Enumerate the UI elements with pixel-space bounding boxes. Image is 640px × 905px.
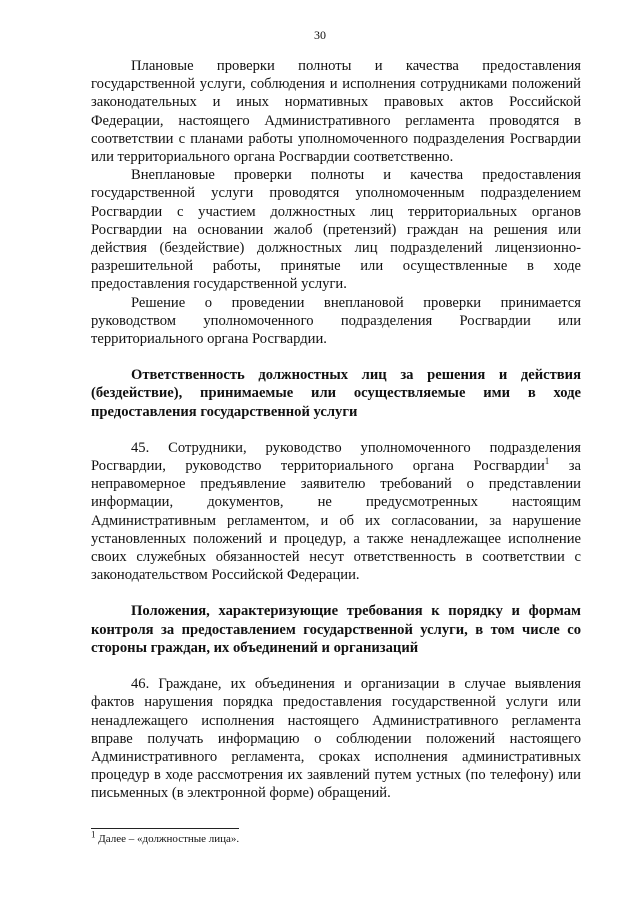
document-body bbox=[91, 57, 581, 803]
footnote-divider bbox=[91, 828, 239, 829]
footnote-reference: 1 bbox=[544, 456, 550, 467]
section-45-text-start: 45. Сотрудники, руководство уполномоченного подразделения Росгвардии, руководство территориального органа Росгвардии bbox=[91, 439, 581, 475]
footnote bbox=[91, 829, 581, 846]
paragraph-section-46: 46. Граждане, их объединения и организации в случае выявления фактов нарушения порядка предоставления государственной услуги или ненадлежащего исполнения настоящего Административного регламента вправе получать информацию о соблюдении положений настоящего Административного регламента, сроках исполнения административных процедур в ходе рассмотрения их заявлений путем устных (по телефону) или письменных (в электронной форме) обращений. bbox=[91, 676, 581, 802]
footnote-text: Далее – «должностные лица». bbox=[95, 833, 240, 845]
paragraph-unplanned-inspections: Внеплановые проверки полноты и качества предоставления государственной услуги проводятся уполномоченным подразделением Росгвардии с участием должностных лиц территориальных органов Росгвардии на основании жалоб (претензий) граждан на решения или действия (бездействие) должностных лиц подразделений лицензионно-разрешительной работы, принятые или осуществленные в ходе предоставления государственной услуги. bbox=[91, 167, 581, 293]
paragraph-inspection-decision: Решение о проведении внеплановой проверки принимается руководством уполномоченного подразделения Росгвардии или территориального органа Росгвардии. bbox=[91, 294, 581, 348]
heading-responsibility: Ответственность должностных лиц за решения и действия (бездействие), принимаемые или осуществляемые ими в ходе предоставления государственной услуги bbox=[91, 367, 581, 420]
footnote-mark: 1 bbox=[91, 829, 96, 840]
page-number: 30 bbox=[314, 28, 326, 42]
section-45-text-end: за неправомерное предъявление заявителю требований о представлении информации, документов, не предусмотренных настоящим Административным регламентом, и об их согласовании, за нарушение установленных положений и процедур, а также ненадлежащее исполнение своих служебных обязанностей несут ответственность в соответствии с законодательством Российской Федерации. bbox=[91, 458, 581, 584]
paragraph-planned-inspections: Плановые проверки полноты и качества предоставления государственной услуги, соблюдения и исполнения сотрудниками положений законодательных и иных нормативных правовых актов Российской Федерации, настоящего Административного регламента проводятся в соответствии с планами работы уполномоченного подразделения Росгвардии или территориального органа Росгвардии соответственно. bbox=[91, 58, 581, 166]
paragraph-section-45 bbox=[91, 439, 581, 585]
heading-control-requirements: Положения, характеризующие требования к порядку и формам контроля за предоставлением государственной услуги, в том числе со стороны граждан, их объединений и организаций bbox=[91, 603, 581, 656]
